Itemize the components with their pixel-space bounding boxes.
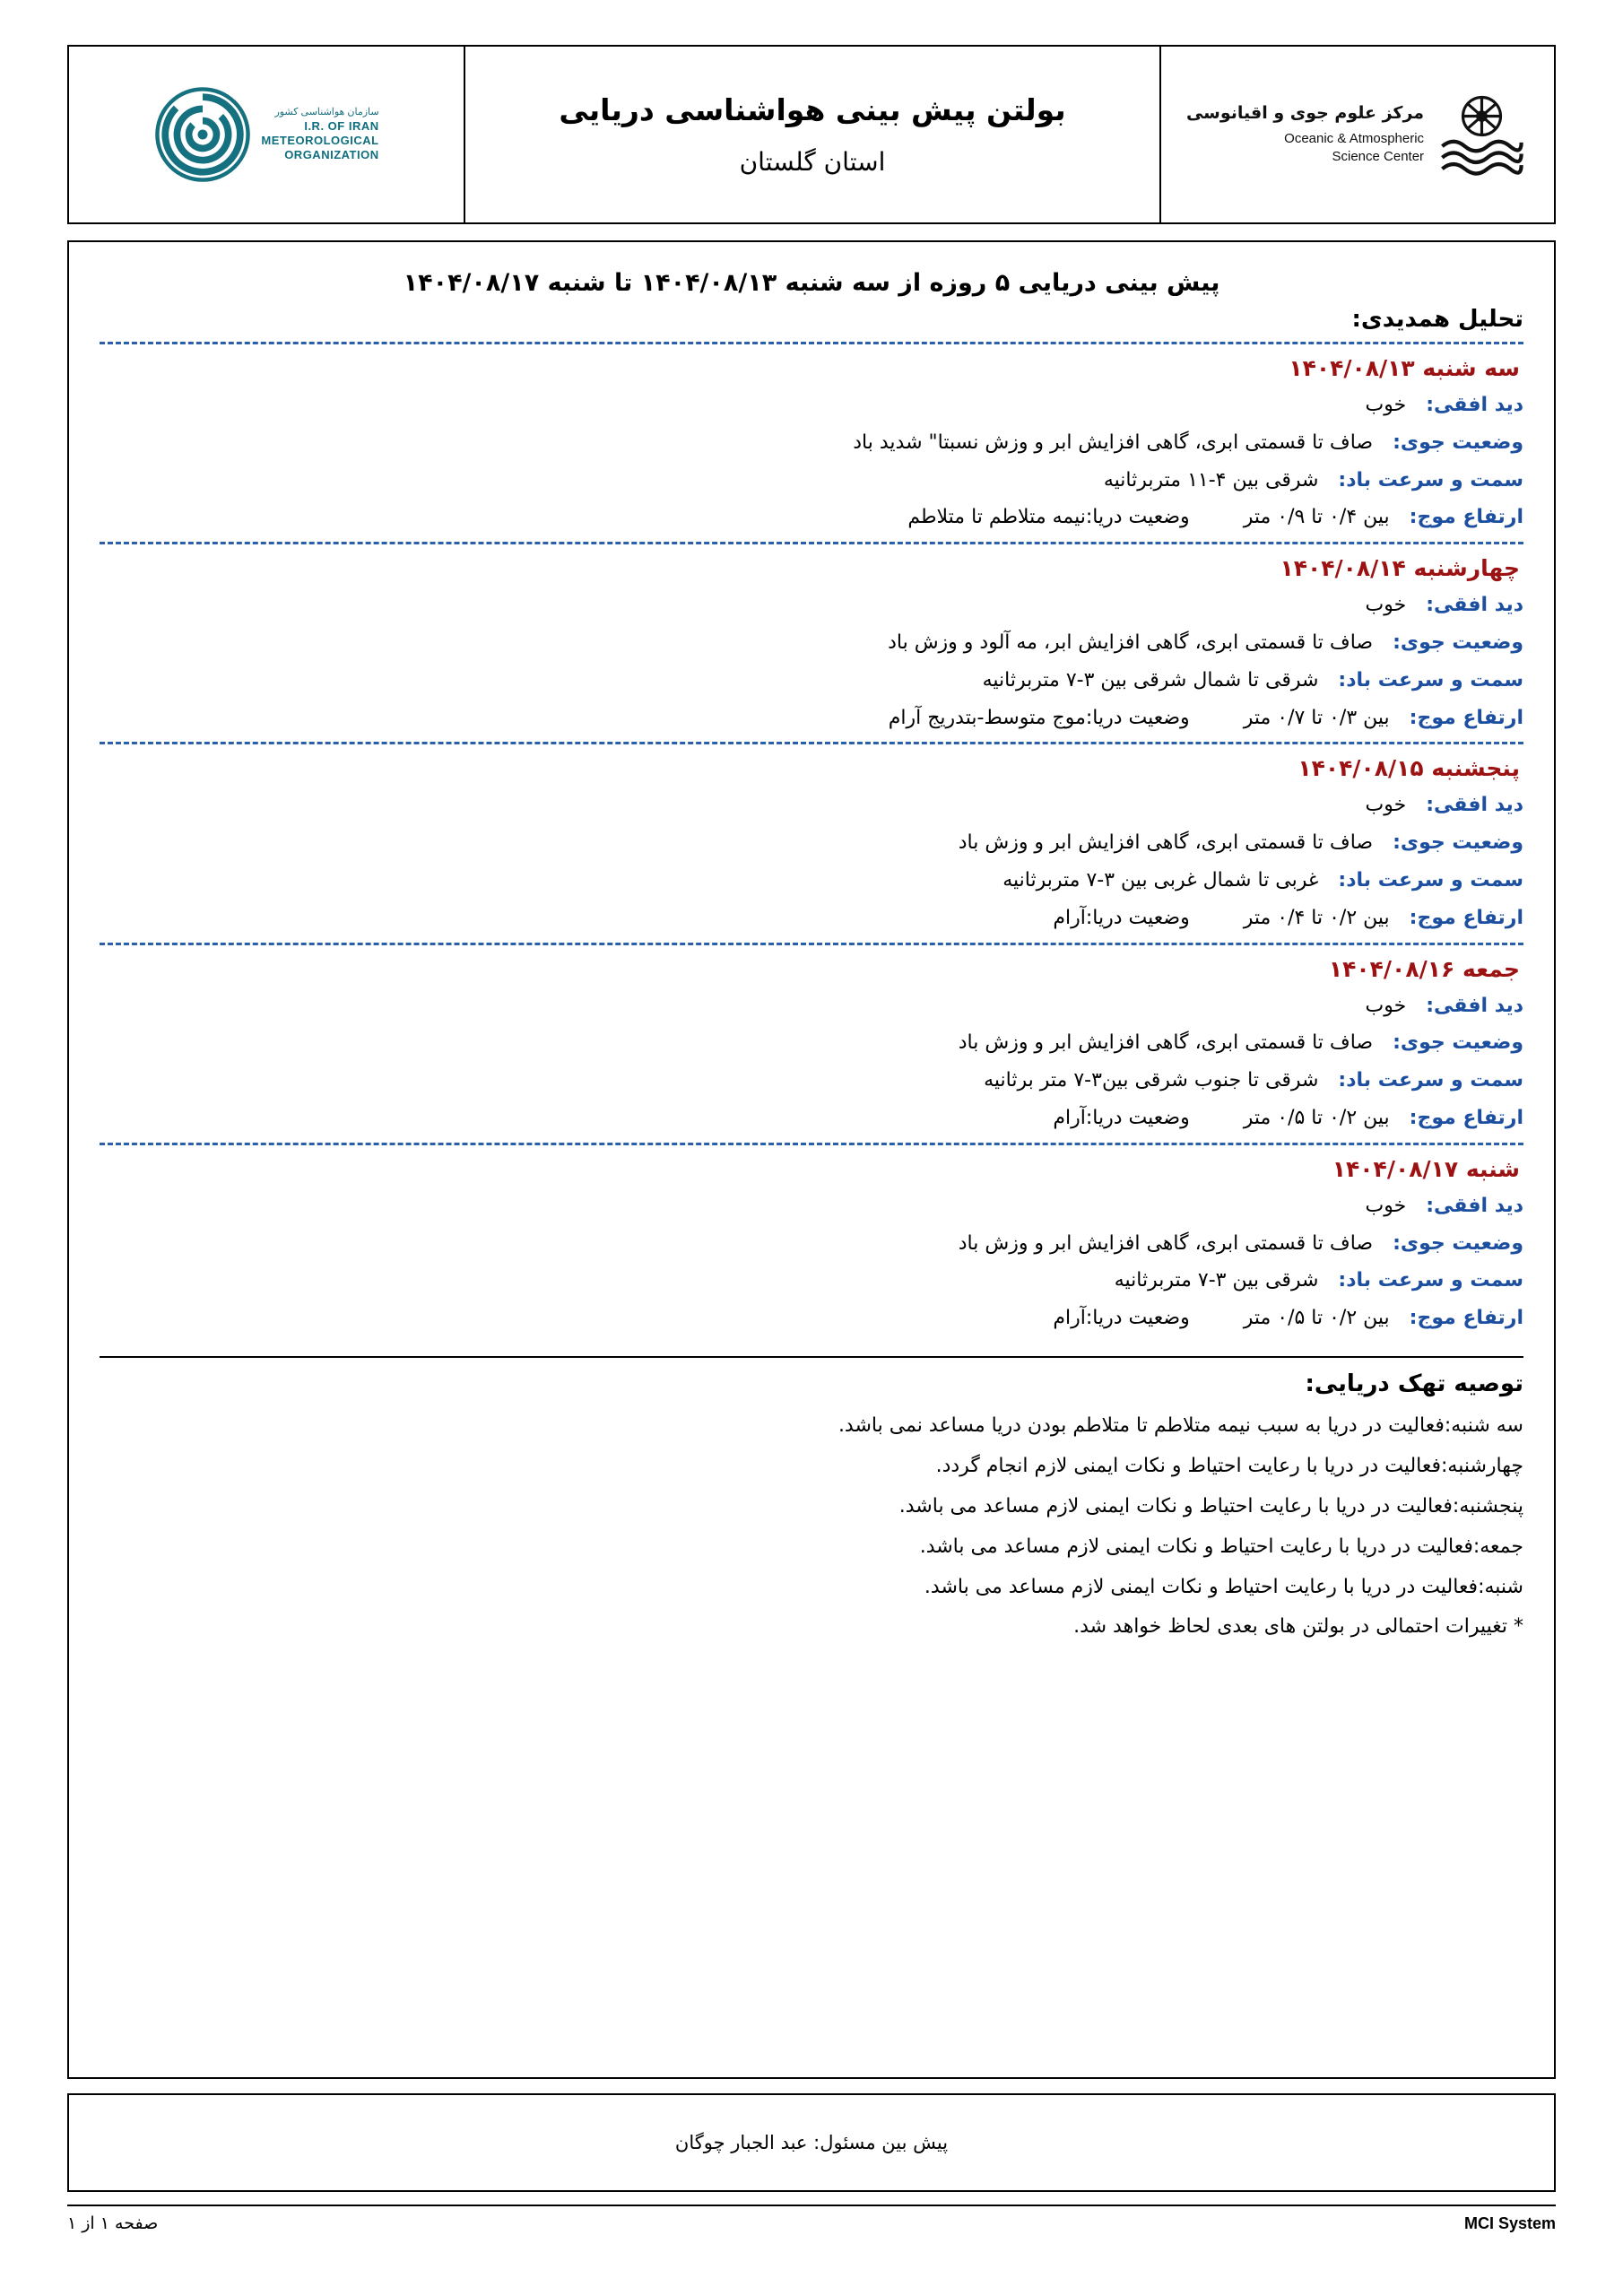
- advice-line: شنبه:فعالیت در دریا با رعایت احتیاط و نکات ایمنی لازم مساعد می باشد.: [924, 1575, 1523, 1598]
- forecast-day-2: [100, 555, 1523, 732]
- synoptic-analysis-label: تحلیل همدیدی:: [1351, 306, 1523, 333]
- visibility-value: خوب: [1365, 994, 1407, 1017]
- weather-label: وضعیت جوی:: [1393, 1031, 1523, 1055]
- oasc-name-en-2: Science Center: [1332, 149, 1425, 165]
- wind-row: [100, 1267, 1523, 1295]
- day-title: سه شنبه ۱۴۰۴/۰۸/۱۳: [1289, 355, 1520, 381]
- wind-row: [100, 667, 1523, 695]
- visibility-row: [100, 993, 1523, 1021]
- advice-line: سه شنبه:فعالیت در دریا به سبب نیمه متلاطم تا متلاطم بودن دریا مساعد نمی باشد.: [838, 1413, 1523, 1437]
- header-right-logo-cell: [1159, 47, 1554, 222]
- wind-label: سمت و سرعت باد:: [1338, 1269, 1523, 1292]
- sea-state-value: وضعیت دریا:نیمه متلاطم تا متلاطم: [907, 506, 1190, 529]
- header-left-logo-cell: [69, 47, 464, 222]
- weather-label: وضعیت جوی:: [1393, 631, 1523, 654]
- wave-row: [100, 705, 1523, 733]
- visibility-row: [100, 392, 1523, 420]
- divider: [100, 742, 1523, 744]
- divider: [100, 542, 1523, 544]
- weather-value: صاف تا قسمتی ابری، گاهی افزایش ابر، مه آلود و وزش باد: [888, 631, 1374, 654]
- advice-line: چهارشنبه:فعالیت در دریا با رعایت احتیاط و نکات ایمنی لازم انجام گردد.: [935, 1454, 1523, 1477]
- wind-row: [100, 867, 1523, 895]
- wave-row: [100, 1305, 1523, 1333]
- wind-value: شرقی تا شمال شرقی بین ۳-۷ متربرثانیه: [982, 668, 1319, 691]
- divider: [100, 1356, 1523, 1358]
- irimo-logo: [153, 85, 378, 184]
- visibility-row: [100, 592, 1523, 620]
- irimo-name-en-3: ORGANIZATION: [284, 148, 379, 161]
- oasc-logo-text: [1186, 102, 1424, 166]
- visibility-label: دید افقی:: [1426, 594, 1523, 617]
- weather-value: صاف تا قسمتی ابری، گاهی افزایش ابر و وزش نسبتا" شدید باد: [853, 430, 1374, 454]
- wave-row: [100, 1105, 1523, 1133]
- advice-line: پنجشنبه:فعالیت در دریا با رعایت احتیاط و نکات ایمنی لازم مساعد می باشد.: [898, 1494, 1523, 1518]
- marine-advice-title: توصیه تهک دریایی:: [1305, 1370, 1523, 1397]
- weather-value: صاف تا قسمتی ابری، گاهی افزایش ابر و وزش باد: [958, 1031, 1374, 1055]
- irimo-logo-text: [261, 107, 378, 163]
- wave-row: [100, 905, 1523, 933]
- wave-value: بین ۰/۴ تا ۰/۹ متر: [1243, 506, 1390, 529]
- wave-label: ارتفاع موج:: [1409, 906, 1523, 929]
- visibility-row: [100, 1193, 1523, 1221]
- system-name: MCI System: [1463, 2213, 1556, 2232]
- visibility-value: خوب: [1365, 394, 1407, 416]
- weather-value: صاف تا قسمتی ابری، گاهی افزایش ابر و وزش باد: [958, 831, 1374, 855]
- wind-row: [100, 1067, 1523, 1095]
- irimo-spiral-icon: [153, 85, 252, 184]
- weather-row: [100, 1231, 1523, 1258]
- wind-label: سمت و سرعت باد:: [1338, 1069, 1523, 1092]
- wave-value: بین ۰/۲ تا ۰/۵ متر: [1243, 1106, 1390, 1129]
- oasc-name-fa: مرکز علوم جوی و اقیانوسی: [1185, 103, 1425, 124]
- wind-value: شرقی تا جنوب شرقی بین۳-۷ متر برثانیه: [984, 1069, 1319, 1092]
- wind-value: شرقی بین ۴-۱۱ متربرثانیه: [1103, 468, 1319, 491]
- sea-state-value: وضعیت دریا:آرام: [1053, 1106, 1190, 1129]
- sea-state-value: وضعیت دریا:آرام: [1053, 1307, 1190, 1330]
- forecast-day-4: [100, 956, 1523, 1133]
- irimo-name-en-1: I.R. OF IRAN: [304, 118, 379, 133]
- advice-line: جمعه:فعالیت در دریا با رعایت احتیاط و نکات ایمنی لازم مساعد می باشد.: [919, 1535, 1523, 1558]
- day-title: چهارشنبه ۱۴۰۴/۰۸/۱۴: [1280, 555, 1520, 582]
- wave-label: ارتفاع موج:: [1409, 1307, 1523, 1330]
- weather-value: صاف تا قسمتی ابری، گاهی افزایش ابر و وزش باد: [958, 1231, 1374, 1255]
- visibility-value: خوب: [1365, 1194, 1407, 1217]
- visibility-value: خوب: [1365, 794, 1407, 817]
- sea-state-value: وضعیت دریا:آرام: [1053, 906, 1190, 929]
- weather-label: وضعیت جوی:: [1393, 1231, 1523, 1255]
- oceanic-atmospheric-logo-icon: [1435, 88, 1529, 182]
- weather-label: وضعیت جوی:: [1393, 831, 1523, 855]
- page-number: صفحه ۱ از ۱: [67, 2213, 159, 2233]
- wind-value: غربی تا شمال غربی بین ۳-۷ متربرثانیه: [1002, 868, 1319, 891]
- wave-value: بین ۰/۳ تا ۰/۷ متر: [1243, 706, 1390, 729]
- document-footer: [67, 2205, 1556, 2233]
- divider: [100, 943, 1523, 945]
- divider: [100, 1143, 1523, 1145]
- wave-label: ارتفاع موج:: [1409, 1106, 1523, 1129]
- visibility-label: دید افقی:: [1426, 994, 1523, 1017]
- advice-note: * تغییرات احتمالی در بولتن های بعدی لحاظ خواهد شد.: [1073, 1615, 1523, 1639]
- irimo-name-fa: سازمان هواشناسی کشور: [274, 106, 379, 117]
- wave-label: ارتفاع موج:: [1409, 706, 1523, 729]
- visibility-row: [100, 792, 1523, 820]
- divider: [100, 342, 1523, 344]
- oasc-name-en-1: Oceanic & Atmospheric: [1284, 131, 1425, 147]
- weather-row: [100, 1030, 1523, 1057]
- irimo-name-en-2: METEOROLOGICAL: [261, 133, 379, 147]
- forecast-day-1: [100, 355, 1523, 532]
- header-title-cell: [464, 47, 1159, 222]
- wave-value: بین ۰/۲ تا ۰/۴ متر: [1243, 906, 1390, 929]
- visibility-value: خوب: [1365, 594, 1407, 617]
- forecaster-name: پیش بین مسئول: عبد الجبار چوگان: [674, 2132, 949, 2153]
- forecast-day-3: [100, 755, 1523, 932]
- wave-row: [100, 504, 1523, 532]
- day-title: جمعه ۱۴۰۴/۰۸/۱۶: [1328, 955, 1520, 982]
- weather-label: وضعیت جوی:: [1393, 430, 1523, 454]
- document-subtitle: استان گلستان: [739, 147, 886, 177]
- day-title: شنبه ۱۴۰۴/۰۸/۱۷: [1332, 1155, 1520, 1182]
- wind-row: [100, 467, 1523, 495]
- wave-value: بین ۰/۲ تا ۰/۵ متر: [1243, 1307, 1390, 1330]
- document-header: [67, 45, 1556, 224]
- wave-label: ارتفاع موج:: [1409, 506, 1523, 529]
- wind-label: سمت و سرعت باد:: [1338, 868, 1523, 891]
- weather-row: [100, 430, 1523, 457]
- bulletin-range-title: پیش بینی دریایی ۵ روزه از سه شنبه ۱۴۰۴/۰۸/۱۳ تا شنبه ۱۴۰۴/۰۸/۱۷: [403, 269, 1220, 297]
- weather-row: [100, 830, 1523, 857]
- wind-label: سمت و سرعت باد:: [1338, 668, 1523, 691]
- forecast-day-5: [100, 1156, 1523, 1333]
- day-title: پنجشنبه ۱۴۰۴/۰۸/۱۵: [1298, 755, 1520, 782]
- visibility-label: دید افقی:: [1426, 1194, 1523, 1217]
- weather-row: [100, 630, 1523, 657]
- visibility-label: دید افقی:: [1426, 794, 1523, 817]
- forecaster-box: [67, 2093, 1556, 2192]
- document-title: بولتن پیش بینی هواشناسی دریایی: [559, 92, 1066, 127]
- wind-label: سمت و سرعت باد:: [1338, 468, 1523, 491]
- wind-value: شرقی بین ۳-۷ متربرثانیه: [1114, 1269, 1319, 1292]
- visibility-label: دید افقی:: [1426, 394, 1523, 416]
- bulletin-body: [67, 240, 1556, 2079]
- sea-state-value: وضعیت دریا:موج متوسط-بتدریج آرام: [888, 706, 1190, 729]
